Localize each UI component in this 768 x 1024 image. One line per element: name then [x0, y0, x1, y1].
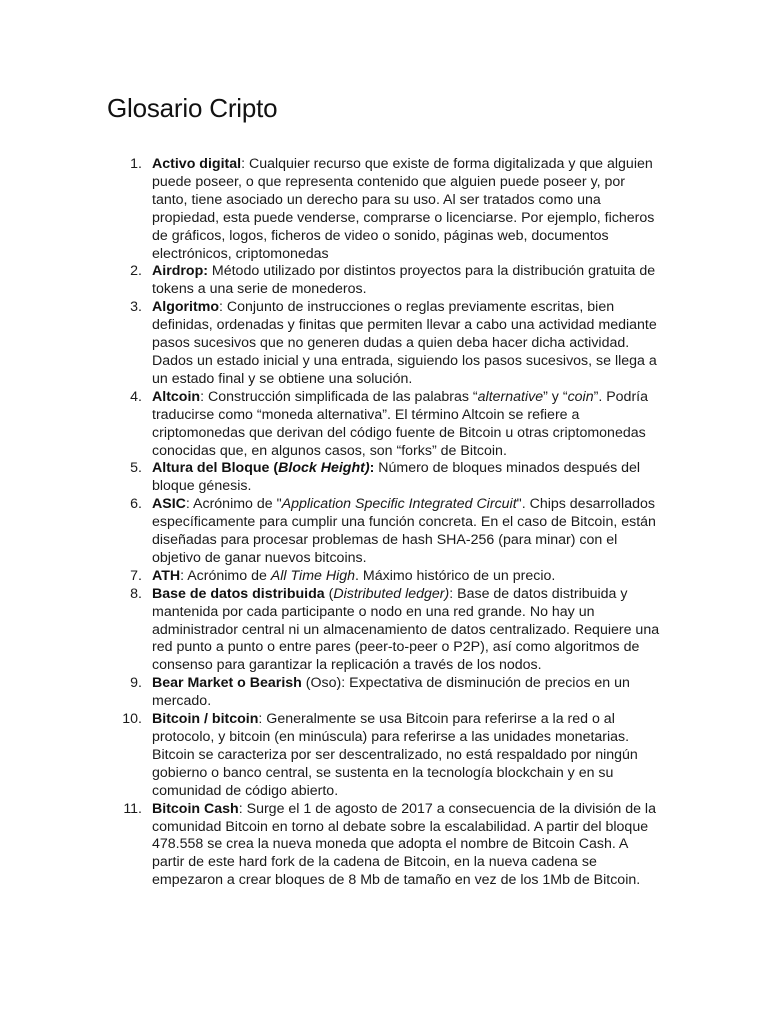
definition-segment-bold-italic: Block Height)	[278, 460, 370, 477]
item-number: 6.	[130, 496, 142, 513]
item-number: 10.	[122, 711, 142, 728]
definition-segment-italic: Distributed ledger)	[333, 585, 450, 602]
item-term: Altura del Bloque (	[152, 460, 279, 477]
glossary-list	[0, 156, 768, 890]
glossary-item	[0, 156, 662, 263]
item-term: Bear Market o Bearish	[152, 675, 302, 692]
item-definition	[152, 263, 655, 297]
definition-segment-italic: coin	[567, 388, 594, 405]
item-number: 2.	[130, 263, 142, 280]
glossary-item	[0, 568, 662, 586]
definition-segment: Método utilizado por distintos proyectos para la distribución gratuita de tokens a una serie de monederos.	[152, 263, 656, 298]
definition-segment: : Generalmente se usa Bitcoin para referirse a la red o al protocolo, y bitcoin (en minúscula) para referirse a las unidades monetarias. Bitcoin se caracteriza por ser descentralizado, no está respaldado por ningún gobierno o banco central, se sustenta en la tecnología blockchain y en su comunidad de código abierto.	[152, 711, 638, 799]
definition-segment: ” y “	[543, 388, 568, 405]
definition-segment: ”. Podría traducirse como “moneda alternativa”. El término Altcoin se refiere a criptomonedas que derivan del código fuente de Bitcoin u otras criptomonedas conocidas que, en algunos casos, son “forks” de Bitcoin.	[152, 388, 649, 459]
definition-segment-italic: alternative	[477, 388, 544, 405]
definition-segment-italic: Application Specific Integrated Circuit	[281, 496, 517, 513]
glossary-item	[0, 801, 662, 891]
item-term: Bitcoin / bitcoin	[152, 711, 259, 728]
glossary-item	[0, 586, 662, 676]
definition-segment: : Base de datos distribuida y mantenida por cada participante o nodo en una red grande. No hay un administrador central ni un almacenamiento de datos centralizado. Requiere una red punto a punto o entre pares (peer-to-peer o P2P), así como algoritmos de consenso para garantizar la replicación a través de los nodos.	[152, 585, 660, 674]
definition-segment: : Construcción simplificada de las palabras “	[200, 388, 478, 405]
item-term: Algoritmo	[152, 299, 219, 316]
definition-segment: : Acrónimo de "	[185, 496, 282, 513]
item-term: Base de datos distribuida	[152, 585, 325, 602]
item-definition	[180, 568, 555, 584]
glossary-item	[0, 460, 662, 496]
definition-segment: : Acrónimo de	[180, 567, 271, 584]
item-term: Activo digital	[152, 156, 242, 172]
definition-segment: : Conjunto de instrucciones o reglas previamente escritas, bien definidas, ordenadas y finitas que permiten llevar a cabo una actividad mediante pasos sucesivos que no generen dudas a quien deba hacer dicha actividad. Dados un estado inicial y una entrada, siguiendo los pasos sucesivos, se llega a un estado final y se obtiene una solución.	[152, 299, 657, 387]
document-title: Glosario Cripto	[107, 93, 278, 123]
item-term: Altcoin	[152, 388, 201, 405]
definition-segment-italic: All Time High	[270, 567, 356, 584]
item-number: 9.	[130, 675, 142, 692]
item-term: Airdrop:	[152, 263, 208, 280]
item-number: 5.	[130, 460, 142, 477]
definition-segment: (	[324, 585, 334, 602]
item-number: 7.	[130, 567, 142, 584]
definition-segment: . Máximo histórico de un precio.	[355, 567, 556, 584]
item-definition	[152, 496, 656, 566]
definition-segment: (Oso): Expectativa de disminución de precios en un mercado.	[152, 675, 630, 710]
glossary-item	[0, 496, 662, 568]
glossary-item	[0, 299, 662, 389]
item-number: 11.	[123, 800, 142, 817]
item-definition	[152, 299, 657, 387]
item-number: 4.	[130, 388, 142, 405]
glossary-item	[0, 675, 662, 711]
item-term: ASIC	[152, 496, 186, 513]
definition-segment-bold: :	[369, 460, 375, 477]
item-term: ATH	[152, 567, 181, 584]
glossary-item	[0, 263, 662, 299]
glossary-item	[0, 711, 662, 801]
item-term: Bitcoin Cash	[152, 800, 239, 817]
definition-segment: Número de bloques minados después del bloque génesis.	[152, 460, 641, 495]
item-number: 3.	[130, 299, 142, 316]
definition-segment: ". Chips desarrollados específicamente para cumplir una función concreta. En el caso de Bitcoin, están diseñadas para procesar problemas de hash SHA-256 (para minar) con el objetivo de ganar nuevos bitcoins.	[152, 496, 656, 566]
item-number: 8.	[130, 585, 142, 602]
definition-segment: : Surge el 1 de agosto de 2017 a consecuencia de la división de la comunidad Bitcoin en torno al debate sobre la escalabilidad. A partir del bloque 478.558 se crea la nueva moneda que adopta el nombre de Bitcoin Cash. A partir de este hard fork de la cadena de Bitcoin, en la nueva cadena se empezaron a crear bloques de 8 Mb de tamaño en vez de los 1Mb de Bitcoin.	[152, 800, 656, 889]
item-definition	[152, 389, 648, 459]
definition-segment: : Cualquier recurso que existe de forma digitalizada y que alguien puede poseer, o que representa contenido que alguien puede poseer y, por tanto, tiene asociado un derecho para su uso. Al ser tratados como una propiedad, esta puede venderse, comprarse o licenciarse. Por ejemplo, ficheros de gráficos, logos, ficheros de video o sonido, páginas web, documentos electrónicos, criptomonedas	[152, 156, 655, 262]
item-number: 1.	[130, 156, 142, 172]
glossary-item	[0, 389, 662, 461]
